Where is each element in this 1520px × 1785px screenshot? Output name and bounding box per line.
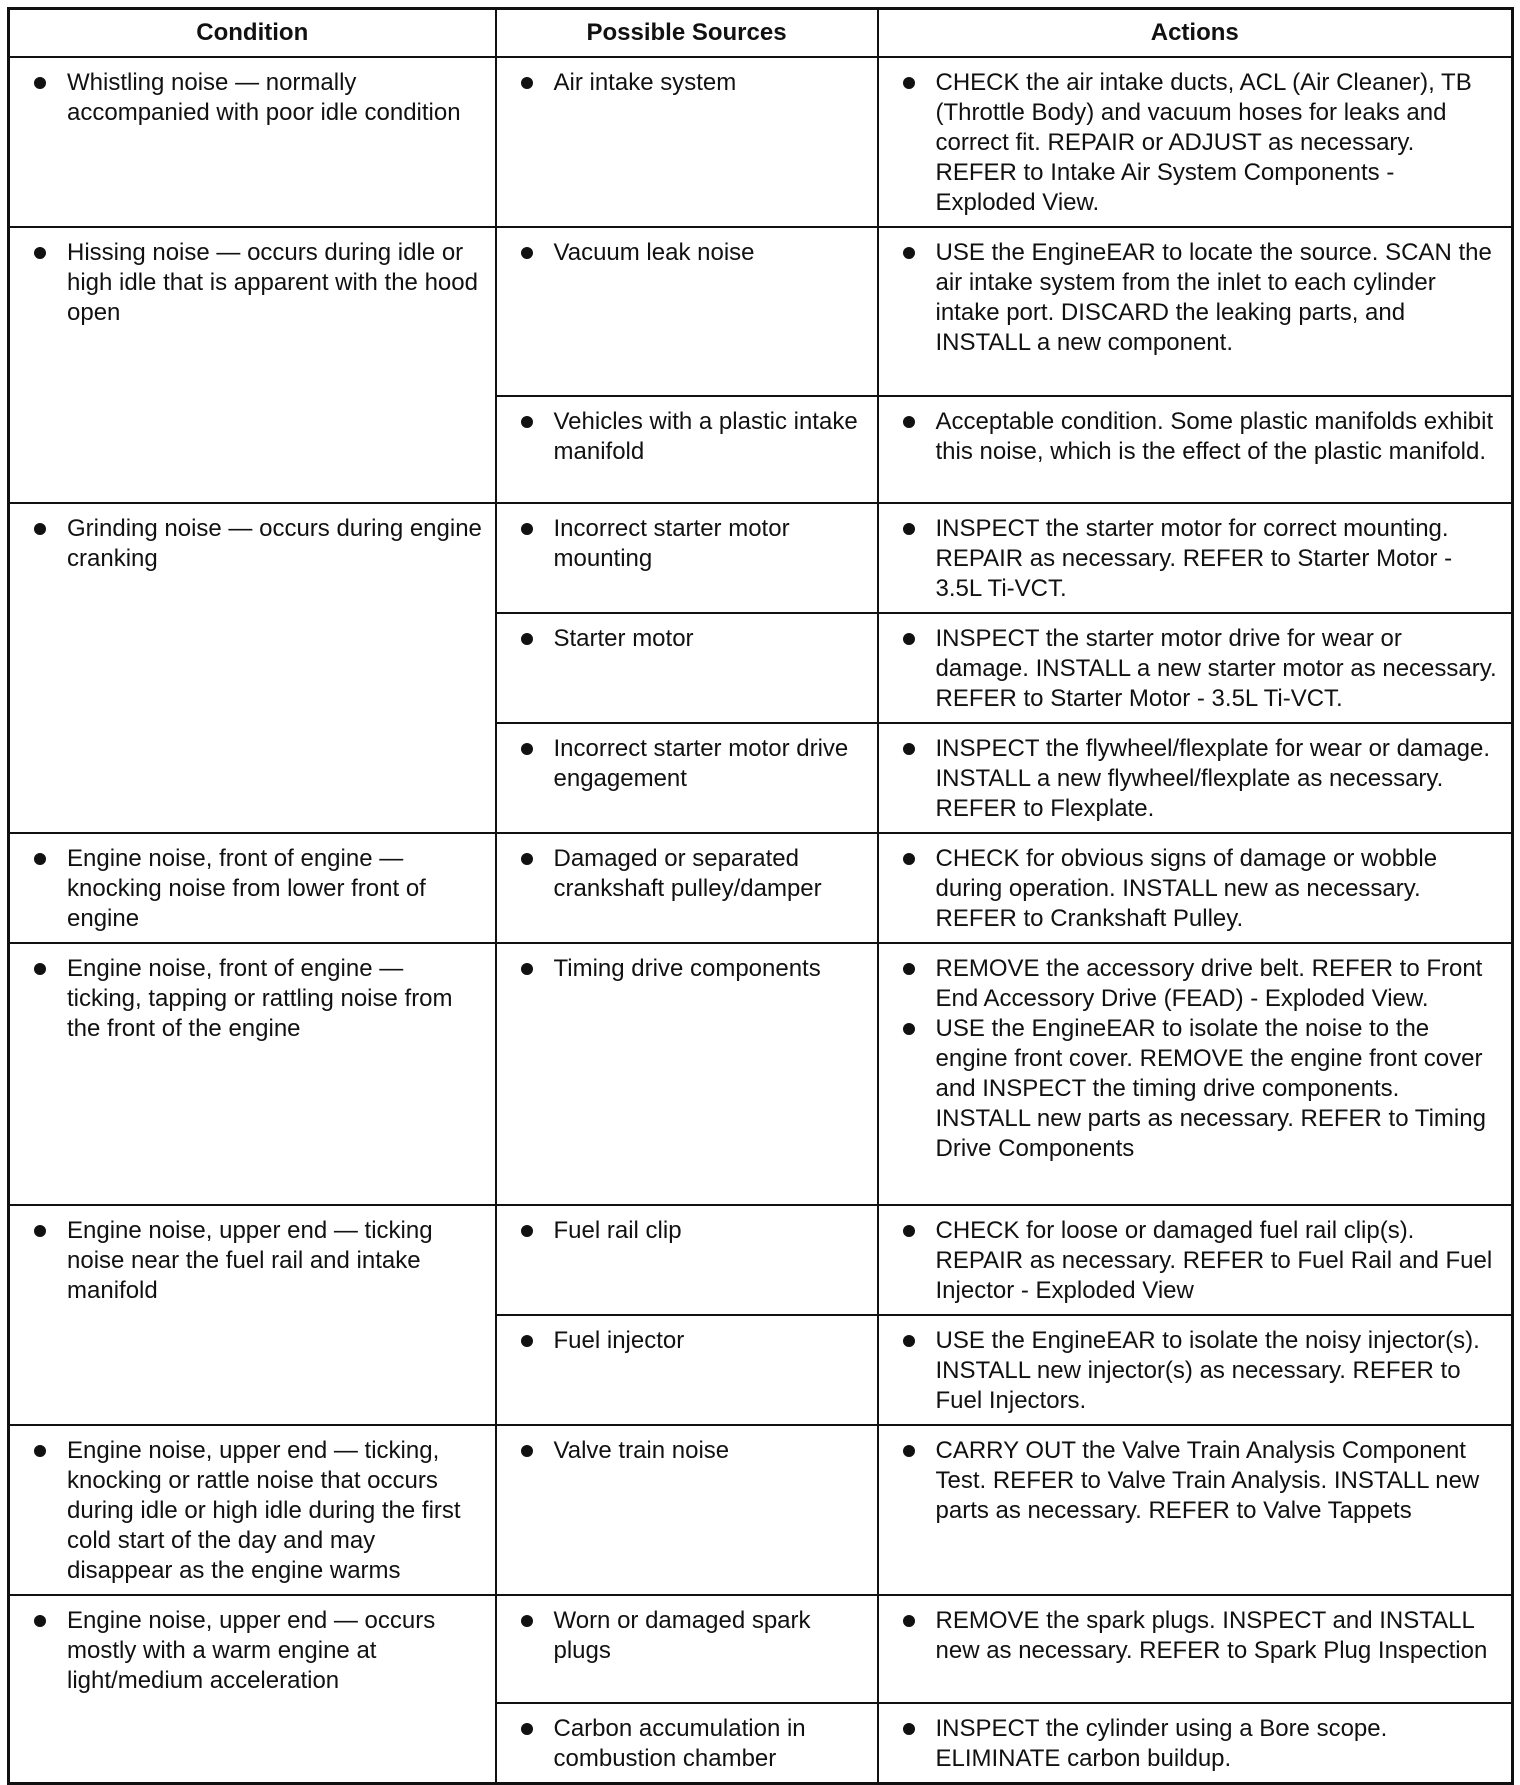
bullet-icon [521, 77, 533, 89]
condition-cell [9, 1425, 496, 1595]
action-item-text: CARRY OUT the Valve Train Analysis Component Test. REFER to Valve Train Analysis. INSTALL new parts as necessary. REFER to Valve Tappets [935, 1437, 1480, 1524]
source-item [517, 407, 865, 467]
source-item [517, 844, 865, 904]
action-item-text: CHECK the air intake ducts, ACL (Air Cleaner), TB (Throttle Body) and vacuum hoses for leaks and correct fit. REPAIR or ADJUST as necessary. REFER to Intake Air System Components - Exploded View. [935, 69, 1472, 216]
condition-cell [9, 503, 496, 833]
condition-cell [9, 1595, 496, 1784]
bullet-icon [903, 523, 915, 535]
action-item-text: REMOVE the spark plugs. INSPECT and INSTALL new as necessary. REFER to Spark Plug Inspection [935, 1607, 1488, 1664]
bullet-icon [34, 523, 46, 535]
action-item [899, 1216, 1500, 1306]
source-item-text: Starter motor [553, 625, 694, 652]
actions-cell [878, 1703, 1513, 1784]
source-item-list [517, 734, 865, 794]
action-item-list [899, 407, 1500, 467]
action-item-text: USE the EngineEAR to locate the source. SCAN the air intake system from the inlet to each cylinder intake port. DISCARD the leaking parts, and INSTALL a new component. [935, 239, 1492, 356]
condition-item [30, 238, 483, 328]
actions-cell [878, 57, 1513, 227]
condition-cell [9, 57, 496, 227]
source-item [517, 1714, 865, 1774]
source-item [517, 954, 865, 984]
source-item-list [517, 1714, 865, 1774]
source-item [517, 734, 865, 794]
source-cell [496, 57, 878, 227]
source-item [517, 1216, 865, 1246]
source-item-list [517, 1326, 865, 1356]
action-item [899, 954, 1500, 1014]
action-item-list [899, 514, 1500, 604]
actions-cell [878, 833, 1513, 943]
source-cell [496, 1315, 878, 1425]
actions-cell [878, 1315, 1513, 1425]
action-item-text: REMOVE the accessory drive belt. REFER to Front End Accessory Drive (FEAD) - Exploded View. [935, 955, 1483, 1012]
header-possible-sources: Possible Sources [496, 9, 878, 58]
source-item-text: Air intake system [553, 69, 737, 96]
action-item [899, 624, 1500, 714]
condition-item-list [30, 954, 483, 1044]
header-actions: Actions [878, 9, 1513, 58]
condition-item-text: Engine noise, front of engine — knocking noise from lower front of engine [67, 845, 426, 932]
source-item-list [517, 624, 865, 654]
bullet-icon [34, 247, 46, 259]
actions-cell [878, 227, 1513, 396]
source-cell [496, 396, 878, 503]
bullet-icon [521, 1445, 533, 1457]
source-item-list [517, 1606, 865, 1666]
action-item [899, 68, 1500, 218]
condition-item-list [30, 68, 483, 128]
condition-item-text: Engine noise, front of engine — ticking, tapping or rattling noise from the front of the engine [67, 955, 453, 1042]
bullet-icon [34, 1615, 46, 1627]
source-item [517, 1606, 865, 1666]
bullet-icon [34, 77, 46, 89]
action-item-list [899, 1606, 1500, 1666]
condition-item [30, 1216, 483, 1306]
bullet-icon [34, 853, 46, 865]
source-cell [496, 1425, 878, 1595]
actions-cell [878, 613, 1513, 723]
condition-item-list [30, 514, 483, 574]
source-item-list [517, 954, 865, 984]
condition-item-text: Whistling noise — normally accompanied with poor idle condition [67, 69, 461, 126]
actions-cell [878, 943, 1513, 1205]
bullet-icon [903, 1023, 915, 1035]
action-item-text: USE the EngineEAR to isolate the noisy injector(s). INSTALL new injector(s) as necessary. REFER to Fuel Injectors. [935, 1327, 1480, 1414]
source-item-list [517, 1436, 865, 1466]
bullet-icon [903, 963, 915, 975]
action-item [899, 1714, 1500, 1774]
action-item-list [899, 624, 1500, 714]
source-cell [496, 503, 878, 613]
condition-cell [9, 833, 496, 943]
condition-item [30, 844, 483, 934]
action-item-text: INSPECT the starter motor for correct mounting. REPAIR as necessary. REFER to Starter Motor - 3.5L Ti-VCT. [935, 515, 1453, 602]
actions-cell [878, 503, 1513, 613]
action-item [899, 238, 1500, 358]
source-item-list [517, 407, 865, 467]
bullet-icon [903, 1615, 915, 1627]
action-item-list [899, 954, 1500, 1164]
source-item-text: Incorrect starter motor drive engagement [553, 735, 849, 792]
action-item-list [899, 1436, 1500, 1526]
bullet-icon [521, 1335, 533, 1347]
bullet-icon [903, 1445, 915, 1457]
actions-cell [878, 1595, 1513, 1703]
action-item-list [899, 734, 1500, 824]
condition-item [30, 1606, 483, 1696]
bullet-icon [903, 633, 915, 645]
condition-item [30, 68, 483, 128]
action-item [899, 407, 1500, 467]
action-item [899, 1014, 1500, 1164]
table-row [9, 227, 1513, 396]
source-item-list [517, 68, 865, 98]
bullet-icon [521, 743, 533, 755]
action-item-list [899, 1326, 1500, 1416]
actions-cell [878, 396, 1513, 503]
action-item [899, 1326, 1500, 1416]
bullet-icon [903, 77, 915, 89]
condition-cell [9, 227, 496, 503]
condition-item [30, 1436, 483, 1586]
action-item-text: CHECK for obvious signs of damage or wobble during operation. INSTALL new as necessary. REFER to Crankshaft Pulley. [935, 845, 1438, 932]
action-item-list [899, 238, 1500, 358]
source-item-text: Valve train noise [553, 1437, 730, 1464]
bullet-icon [521, 963, 533, 975]
table-row [9, 1595, 1513, 1703]
condition-item-list [30, 844, 483, 934]
table-row [9, 57, 1513, 227]
action-item [899, 514, 1500, 604]
action-item [899, 1436, 1500, 1526]
condition-item-list [30, 1606, 483, 1696]
source-item-text: Vehicles with a plastic intake manifold [553, 408, 858, 465]
source-cell [496, 723, 878, 833]
source-item [517, 238, 865, 268]
source-item-text: Fuel injector [553, 1327, 685, 1354]
condition-item [30, 514, 483, 574]
source-item-list [517, 1216, 865, 1246]
source-item-text: Vacuum leak noise [553, 239, 755, 266]
action-item-text: INSPECT the cylinder using a Bore scope. ELIMINATE carbon buildup. [935, 1715, 1388, 1772]
source-item [517, 1436, 865, 1466]
source-item-text: Timing drive components [553, 955, 821, 982]
bullet-icon [34, 1445, 46, 1457]
action-item-text: INSPECT the starter motor drive for wear or damage. INSTALL a new starter motor as necessary. REFER to Starter Motor - 3.5L Ti-VCT. [935, 625, 1497, 712]
condition-item-text: Hissing noise — occurs during idle or high idle that is apparent with the hood open [67, 239, 478, 326]
bullet-icon [903, 416, 915, 428]
action-item-text: CHECK for loose or damaged fuel rail clip(s). REPAIR as necessary. REFER to Fuel Rail and Fuel Injector - Exploded View [935, 1217, 1493, 1304]
source-cell [496, 227, 878, 396]
bullet-icon [521, 523, 533, 535]
source-cell [496, 1703, 878, 1784]
source-item-list [517, 514, 865, 574]
source-item-text: Fuel rail clip [553, 1217, 682, 1244]
source-cell [496, 943, 878, 1205]
table-row [9, 1205, 1513, 1315]
bullet-icon [34, 963, 46, 975]
bullet-icon [903, 1225, 915, 1237]
condition-cell [9, 943, 496, 1205]
bullet-icon [903, 853, 915, 865]
condition-cell [9, 1205, 496, 1425]
action-item-list [899, 1216, 1500, 1306]
source-item [517, 624, 865, 654]
condition-item-list [30, 238, 483, 328]
source-item-text: Worn or damaged spark plugs [553, 1607, 811, 1664]
bullet-icon [903, 743, 915, 755]
condition-item-text: Engine noise, upper end — ticking noise near the fuel rail and intake manifold [67, 1217, 433, 1304]
actions-cell [878, 1425, 1513, 1595]
condition-item-text: Grinding noise — occurs during engine cranking [67, 515, 482, 572]
source-item-text: Damaged or separated crankshaft pulley/damper [553, 845, 822, 902]
header-row [9, 9, 1513, 58]
action-item-list [899, 844, 1500, 934]
bullet-icon [521, 1615, 533, 1627]
action-item-text: USE the EngineEAR to isolate the noise to the engine front cover. REMOVE the engine front cover and INSPECT the timing drive components. INSTALL new parts as necessary. REFER to Timing Drive Components [935, 1015, 1486, 1162]
table-row [9, 503, 1513, 613]
source-cell [496, 1595, 878, 1703]
action-item [899, 1606, 1500, 1666]
condition-item [30, 954, 483, 1044]
bullet-icon [903, 1723, 915, 1735]
actions-cell [878, 1205, 1513, 1315]
source-cell [496, 613, 878, 723]
bullet-icon [521, 633, 533, 645]
action-item [899, 734, 1500, 824]
header-condition: Condition [9, 9, 496, 58]
condition-item-text: Engine noise, upper end — ticking, knocking or rattle noise that occurs during idle or high idle during the first cold start of the day and may disappear as the engine warms [67, 1437, 461, 1584]
bullet-icon [903, 247, 915, 259]
bullet-icon [521, 416, 533, 428]
table-row [9, 833, 1513, 943]
bullet-icon [521, 1225, 533, 1237]
actions-cell [878, 723, 1513, 833]
action-item-text: Acceptable condition. Some plastic manifolds exhibit this noise, which is the effect of the plastic manifold. [935, 408, 1494, 465]
source-cell [496, 833, 878, 943]
source-cell [496, 1205, 878, 1315]
action-item-text: INSPECT the flywheel/flexplate for wear or damage. INSTALL a new flywheel/flexplate as necessary. REFER to Flexplate. [935, 735, 1490, 822]
bullet-icon [34, 1225, 46, 1237]
bullet-icon [521, 853, 533, 865]
bullet-icon [521, 247, 533, 259]
bullet-icon [903, 1335, 915, 1347]
source-item [517, 68, 865, 98]
source-item-text: Incorrect starter motor mounting [553, 515, 790, 572]
source-item-text: Carbon accumulation in combustion chamber [553, 1715, 806, 1772]
action-item-list [899, 1714, 1500, 1774]
diagnosis-table [7, 7, 1514, 1785]
action-item-list [899, 68, 1500, 218]
condition-item-text: Engine noise, upper end — occurs mostly with a warm engine at light/medium acceleration [67, 1607, 436, 1694]
source-item-list [517, 844, 865, 904]
action-item [899, 844, 1500, 934]
bullet-icon [521, 1723, 533, 1735]
source-item [517, 514, 865, 574]
table-row [9, 943, 1513, 1205]
source-item-list [517, 238, 865, 268]
condition-item-list [30, 1436, 483, 1586]
condition-item-list [30, 1216, 483, 1306]
source-item [517, 1326, 865, 1356]
table-row [9, 1425, 1513, 1595]
